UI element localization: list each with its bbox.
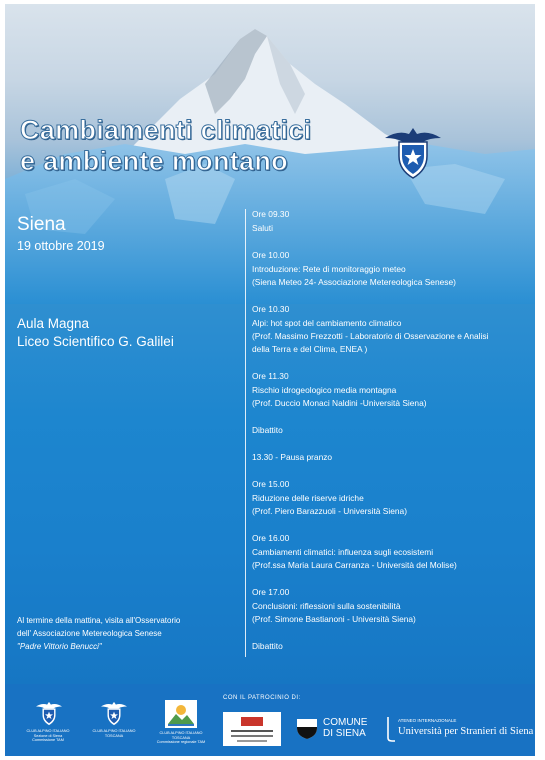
tam-toscana-logo [165, 700, 197, 728]
observatory-visit-note [17, 614, 242, 653]
cai-eagle-star-logo [383, 122, 443, 182]
event-city: Siena [17, 214, 66, 235]
schedule-time: Ore 11.30 [252, 371, 289, 381]
schedule-detail: (Prof.ssa Maria Laura Carranza - Università del Molise) [252, 560, 457, 570]
title-line-1: Cambiamenti climatici [20, 115, 312, 145]
schedule-time: Ore 15.00 [252, 479, 290, 489]
schedule-detail: (Siena Meteo 24- Associazione Metereologica Senese) [252, 277, 456, 287]
tam-toscana-caption: CLUB ALPINO ITALIANO TOSCANA Commissione regionale TAM [156, 731, 206, 745]
schedule-detail: (Prof. Massimo Frezzotti - Laboratorio di Osservazione e Analisi [252, 331, 489, 341]
schedule-title: Dibattito [252, 641, 283, 651]
schedule-title: Rischio idrogeologico media montagna [252, 385, 397, 395]
cai-toscana-logo [100, 700, 128, 726]
schedule-title: Dibattito [252, 425, 283, 435]
note-line: "Padre Vittorio Benucci" [17, 642, 102, 651]
schedule-time: Ore 09.30 [252, 209, 290, 219]
note-line: dell' Associazione Metereologica Senese [17, 629, 162, 638]
schedule-detail: della Terra e del Clima, ENEA ) [252, 344, 368, 354]
schedule-title: Riduzione delle riserve idriche [252, 493, 364, 503]
venue-school: Liceo Scientifico G. Galilei [17, 334, 174, 349]
university-name: Università per Stranieri di Siena [398, 726, 534, 737]
schedule-time: Ore 10.30 [252, 304, 290, 314]
comune-siena-label: COMUNE DI SIENA [323, 717, 368, 739]
university-mark-icon [385, 716, 395, 742]
schedule-title: Cambiamenti climatici: influenza sugli ecosistemi [252, 547, 434, 557]
schedule-time: Ore 16.00 [252, 533, 290, 543]
patronage-label: CON IL PATROCINIO DI: [223, 695, 301, 701]
schedule-detail: (Prof. Simone Bastianoni - Università Siena) [252, 614, 416, 624]
schedule-title: Alpi: hot spot del cambiamento climatico [252, 318, 402, 328]
cai-toscana-caption: CLUB ALPINO ITALIANO TOSCANA [92, 729, 136, 738]
schedule-title: Conclusioni: riflessioni sulla sostenibilità [252, 601, 401, 611]
cai-siena-logo [35, 700, 63, 726]
column-divider [245, 209, 246, 657]
schedule-title: 13.30 - Pausa pranzo [252, 452, 333, 462]
title-line-2: e ambiente montano [20, 146, 288, 176]
schedule-title: Introduzione: Rete di monitoraggio meteo [252, 264, 406, 274]
schedule-detail: (Prof. Duccio Monaci Naldini -Università Siena) [252, 398, 427, 408]
dista-logo [223, 712, 281, 746]
schedule-detail: (Prof. Piero Barazzuoli - Università Siena) [252, 506, 407, 516]
university-subtitle: ATENEO INTERNAZIONALE [398, 718, 457, 723]
note-line: Al termine della mattina, visita all'Osservatorio [17, 616, 181, 625]
poster [5, 4, 535, 756]
schedule-time: Ore 17.00 [252, 587, 290, 597]
schedule-title: Saluti [252, 223, 273, 233]
event-date: 19 ottobre 2019 [17, 239, 105, 253]
cai-siena-caption: CLUB ALPINO ITALIANO Sezione di Siena Commissione TAM [26, 729, 70, 743]
schedule-time: Ore 10.00 [252, 250, 290, 260]
comune-siena-shield-icon [296, 718, 318, 740]
venue-hall: Aula Magna [17, 316, 90, 331]
